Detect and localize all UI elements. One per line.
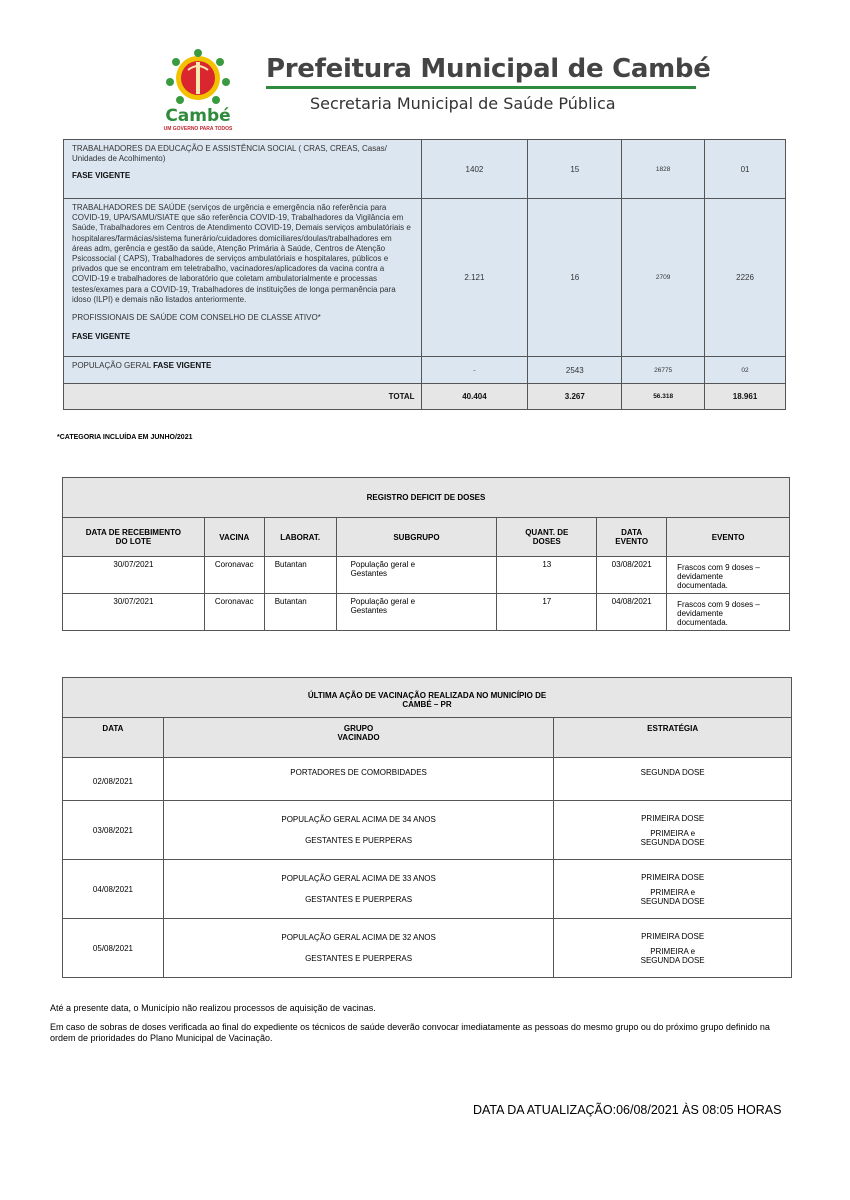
logo-emblem-icon (152, 48, 244, 108)
strategy-line: PRIMEIRA DOSE (641, 813, 705, 823)
table-title-row (63, 478, 790, 518)
table-row (63, 557, 790, 594)
group-line: GESTANTES E PUERPERAS (305, 954, 413, 963)
table-row (63, 860, 792, 919)
table-title-line: ÚLTIMA AÇÃO DE VACINAÇÃO REALIZADA NO MUNICÍPIO DE (307, 691, 547, 700)
table-title (63, 678, 792, 718)
table-cell: 2709 (622, 199, 705, 357)
group-line: POPULAÇÃO GERAL ACIMA DE 33 ANOS (281, 874, 436, 883)
group-description-cell (64, 140, 422, 199)
total-cell: 40.404 (421, 384, 528, 410)
phase-label: FASE VIGENTE (72, 171, 131, 181)
column-header: QUANT. DE DOSES (497, 518, 597, 557)
date-cell: 05/08/2021 (63, 919, 164, 978)
strategy-cell (554, 860, 792, 919)
table-cell: 03/08/2021 (597, 557, 667, 594)
strategy-line: PRIMEIRA DOSE (641, 872, 705, 882)
strategy-line: PRIMEIRA e SEGUNDA DOSE (640, 887, 705, 906)
column-header: ESTRATÉGIA (554, 718, 792, 758)
strategy-cell (554, 801, 792, 860)
group-line: POPULAÇÃO GERAL ACIMA DE 34 ANOS (281, 815, 436, 824)
last-vaccination-action-table (62, 677, 792, 978)
table-cell: Frascos com 9 doses – devidamente documentada. (667, 594, 790, 631)
table-row (64, 357, 786, 384)
update-timestamp: DATA DA ATUALIZAÇÃO:06/08/2021 ÀS 08:05 HORAS (473, 1103, 782, 1117)
group-description: POPULAÇÃO GERAL (72, 361, 151, 370)
page-subtitle: Secretaria Municipal de Saúde Pública (310, 94, 616, 113)
table-header-row (63, 718, 792, 758)
group-cell (163, 801, 553, 860)
logo-text: Cambé (165, 106, 231, 126)
table-cell: Coronavac (204, 594, 264, 631)
table-title: REGISTRO DEFICIT DE DOSES (63, 478, 790, 518)
total-cell: 18.961 (705, 384, 786, 410)
column-header-line: GRUPO (343, 724, 374, 733)
table-title-row (63, 678, 792, 718)
phase-label: FASE VIGENTE (72, 332, 131, 342)
page-title: Prefeitura Municipal de Cambé (266, 54, 711, 84)
table-row (63, 801, 792, 860)
table-title-line: CAMBÉ – PR (402, 700, 452, 709)
logo-tagline: UM GOVERNO PARA TODOS (163, 126, 233, 132)
group-extra: PROFISSIONAIS DE SAÚDE COM CONSELHO DE CLASSE ATIVO* (72, 313, 321, 323)
group-line: GESTANTES E PUERPERAS (305, 836, 413, 845)
group-cell (163, 860, 553, 919)
table-row (63, 919, 792, 978)
phase-label: FASE VIGENTE (153, 361, 212, 370)
table-cell: 30/07/2021 (63, 594, 205, 631)
table-cell: 02 (705, 357, 786, 384)
table-row (64, 140, 786, 199)
table-cell: Butantan (264, 557, 336, 594)
table-cell: 2543 (528, 357, 622, 384)
title-divider (266, 86, 696, 89)
table-cell: 26775 (622, 357, 705, 384)
table-cell: 30/07/2021 (63, 557, 205, 594)
group-line: GESTANTES E PUERPERAS (305, 895, 413, 904)
table-header-row (63, 518, 790, 557)
group-description-cell (64, 199, 422, 357)
group-cell: PORTADORES DE COMORBIDADES (163, 758, 553, 801)
strategy-line: PRIMEIRA DOSE (641, 931, 705, 941)
column-header: VACINA (204, 518, 264, 557)
category-note: *CATEGORIA INCLUÍDA EM JUNHO/2021 (57, 434, 193, 441)
table-cell: - (421, 357, 528, 384)
strategy-line: PRIMEIRA e SEGUNDA DOSE (640, 946, 705, 965)
table-cell: População geral e Gestantes (336, 594, 497, 631)
strategy-line: PRIMEIRA e SEGUNDA DOSE (640, 828, 705, 847)
column-header-line: VACINADO (337, 733, 380, 742)
table-cell: Butantan (264, 594, 336, 631)
table-cell: Frascos com 9 doses – devidamente documentada. (667, 557, 790, 594)
table-cell: 2.121 (421, 199, 528, 357)
vaccination-groups-table (63, 139, 786, 410)
total-row (64, 384, 786, 410)
column-header: SUBGRUPO (336, 518, 497, 557)
group-description: TRABALHADORES DA EDUCAÇÃO E ASSISTÊNCIA SOCIAL ( CRAS, CREAS, Casas/ Unidades de Acolhimento) (72, 144, 387, 164)
table-row (63, 758, 792, 801)
total-label: TOTAL (64, 384, 422, 410)
deficit-doses-table (62, 477, 790, 631)
table-cell: Coronavac (204, 557, 264, 594)
table-row (63, 594, 790, 631)
table-cell: 13 (497, 557, 597, 594)
cambe-logo (152, 48, 244, 134)
column-header: DATA DE RECEBIMENTO DO LOTE (63, 518, 205, 557)
leftover-doses-statement: Em caso de sobras de doses verificada ao final do expediente os técnicos de saúde deverão convocar imediatamente as pessoas do mesmo grupo ou do próximo grupo definido na ordem de prioridades do Plano Municipal de Vacinação. (50, 1022, 770, 1043)
strategy-cell (554, 919, 792, 978)
date-cell: 04/08/2021 (63, 860, 164, 919)
column-header: DATA EVENTO (597, 518, 667, 557)
total-cell: 56.318 (622, 384, 705, 410)
column-header: DATA (63, 718, 164, 758)
table-cell: 16 (528, 199, 622, 357)
table-cell: 15 (528, 140, 622, 199)
acquisition-statement: Até a presente data, o Município não realizou processos de aquisição de vacinas. (50, 1003, 376, 1013)
date-cell: 03/08/2021 (63, 801, 164, 860)
column-header: LABORAT. (264, 518, 336, 557)
table-row (64, 199, 786, 357)
table-cell: 1828 (622, 140, 705, 199)
column-header: EVENTO (667, 518, 790, 557)
column-header (163, 718, 553, 758)
total-cell: 3.267 (528, 384, 622, 410)
table-cell: 04/08/2021 (597, 594, 667, 631)
group-line: POPULAÇÃO GERAL ACIMA DE 32 ANOS (281, 933, 436, 942)
table-cell: 17 (497, 594, 597, 631)
group-description-cell (64, 357, 422, 384)
group-cell (163, 919, 553, 978)
table-cell: 01 (705, 140, 786, 199)
group-description: TRABALHADORES DE SAÚDE (serviços de urgência e emergência não referência para COVID-19, UPA/SAMU/SIATE que são referência COVID-19, Trabalhadores da Vigilância em Saúde, Trabalhadores em Centros de Atendimento COVID-19, Demais serviços ambulatóriais e hospitalares/farmácias/sistema funerário/cuidadores domiciliares/doulas/trabalhadores em áreas adm, gerência e gestão da saúde, Atenção Primária à Saúde, Centros de Atenção Psicossocial ( CAPS), Trabalhadores de serviços ambulatóriais e hospitalares, públicos e privados que se encontram em teletrabalho, vacinadores/aplicadores da vacina contra a COVID-19 e trabalhadores de laboratório que coletam ambulatorialmente e processas testes/exames para a COVID-19, Trabalhadores de instituições de longa permanência para idoso (ILPI) e demais não listados anteriormente. (72, 203, 411, 304)
date-cell: 02/08/2021 (63, 758, 164, 801)
table-cell: População geral e Gestantes (336, 557, 497, 594)
table-cell: 1402 (421, 140, 528, 199)
table-cell: 2226 (705, 199, 786, 357)
strategy-cell: SEGUNDA DOSE (554, 758, 792, 801)
